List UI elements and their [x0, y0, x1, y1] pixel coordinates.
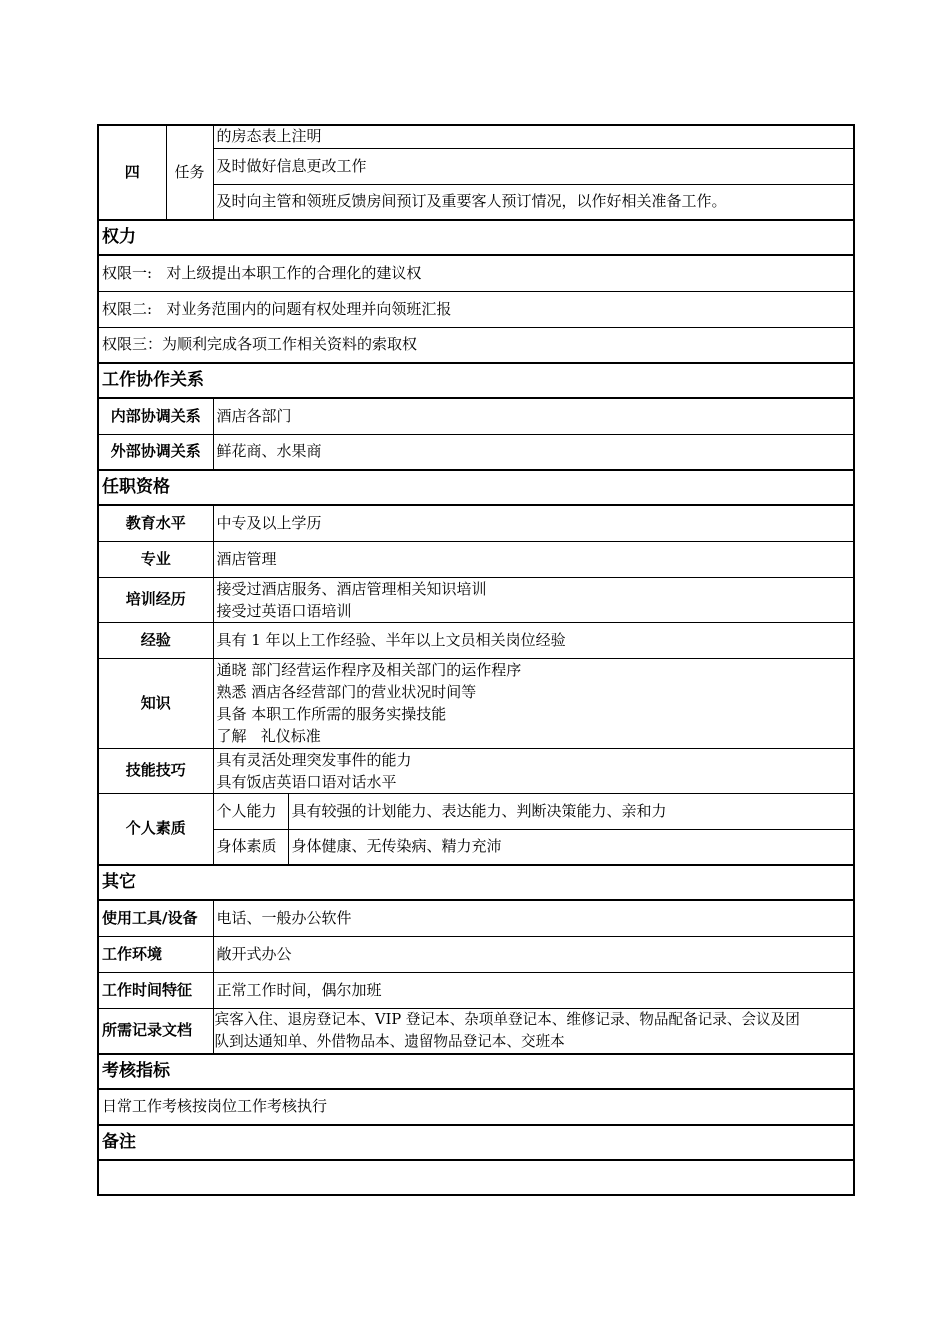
job-description-page	[97, 124, 853, 1196]
remarks-title: 备注	[98, 1125, 854, 1160]
records-value	[213, 1008, 854, 1054]
remarks-value	[98, 1160, 854, 1195]
authority-row	[98, 255, 854, 291]
physical-quality-value: 身体健康、无传染病、精力充沛	[288, 829, 854, 865]
physical-quality-label: 身体素质	[213, 829, 288, 865]
cooperation-title: 工作协作关系	[98, 363, 854, 398]
training-label: 培训经历	[98, 577, 213, 622]
qualification-header-row	[98, 470, 854, 505]
authority-item: 权限三：为顺利完成各项工作相关资料的索取权	[98, 327, 854, 363]
personal-ability-value: 具有较强的计划能力、表达能力、判断决策能力、亲和力	[288, 793, 854, 829]
authority-item: 权限二: 对业务范围内的问题有权处理并向领班汇报	[98, 291, 854, 327]
remarks-header-row	[98, 1125, 854, 1160]
task-item: 及时做好信息更改工作	[213, 148, 854, 184]
knowledge-row	[98, 658, 854, 748]
training-line: 接受过英语口语培训	[216, 601, 352, 620]
personal-quality-label: 个人素质	[98, 793, 213, 865]
cooperation-header-row	[98, 363, 854, 398]
external-coordination-label: 外部协调关系	[98, 434, 213, 470]
authority-title: 权力	[98, 220, 854, 255]
assessment-value: 日常工作考核按岗位工作考核执行	[98, 1089, 854, 1125]
skills-label: 技能技巧	[98, 748, 213, 793]
tools-row	[98, 900, 854, 936]
training-line: 接受过酒店服务、酒店管理相关知识培训	[216, 579, 487, 598]
task-section-number: 四	[98, 125, 166, 220]
work-time-value: 正常工作时间，偶尔加班	[213, 972, 854, 1008]
task-label: 任务	[166, 125, 213, 220]
major-label: 专业	[98, 541, 213, 577]
knowledge-line: 熟悉 酒店各经营部门的营业状况时间等	[216, 683, 477, 701]
authority-row	[98, 291, 854, 327]
task-row	[98, 125, 854, 148]
experience-value: 具有 1 年以上工作经验、半年以上文员相关岗位经验	[213, 622, 854, 658]
records-row	[98, 1008, 854, 1054]
experience-row	[98, 622, 854, 658]
authority-header-row	[98, 220, 854, 255]
environment-row	[98, 936, 854, 972]
education-label: 教育水平	[98, 505, 213, 541]
major-value: 酒店管理	[213, 541, 854, 577]
task-item: 的房态表上注明	[213, 125, 854, 148]
work-time-label: 工作时间特征	[98, 972, 213, 1008]
assessment-row	[98, 1089, 854, 1125]
experience-label: 经验	[98, 622, 213, 658]
skills-line: 具有灵活处理突发事件的能力	[216, 750, 412, 769]
cooperation-row	[98, 398, 854, 434]
authority-row	[98, 327, 854, 363]
cooperation-row	[98, 434, 854, 470]
internal-coordination-label: 内部协调关系	[98, 398, 213, 434]
skills-row	[98, 748, 854, 793]
skills-value	[213, 748, 854, 793]
other-header-row	[98, 865, 854, 900]
personal-ability-row	[98, 793, 854, 829]
remarks-row	[98, 1160, 854, 1195]
education-value: 中专及以上学历	[213, 505, 854, 541]
major-row	[98, 541, 854, 577]
authority-item: 权限一: 对上级提出本职工作的合理化的建议权	[98, 255, 854, 291]
knowledge-line: 通晓 部门经营运作程序及相关部门的运作程序	[216, 661, 522, 679]
training-row	[98, 577, 854, 622]
personal-ability-label: 个人能力	[213, 793, 288, 829]
internal-coordination-value: 酒店各部门	[213, 398, 854, 434]
qualification-title: 任职资格	[98, 470, 854, 505]
external-coordination-value: 鲜花商、水果商	[213, 434, 854, 470]
knowledge-line: 具备 本职工作所需的服务实操技能	[216, 705, 447, 723]
other-title: 其它	[98, 865, 854, 900]
knowledge-label: 知识	[98, 658, 213, 748]
training-value	[213, 577, 854, 622]
records-line: 宾客入住、退房登记本、VIP 登记本、杂项单登记本、维修记录、物品配备记录、会议及团	[214, 1010, 800, 1028]
assessment-header-row	[98, 1054, 854, 1089]
records-line: 队到达通知单、外借物品本、遗留物品登记本、交班本	[214, 1032, 565, 1050]
tools-label: 使用工具/设备	[98, 900, 213, 936]
environment-label: 工作环境	[98, 936, 213, 972]
tools-value: 电话、一般办公软件	[213, 900, 854, 936]
task-item: 及时向主管和领班反馈房间预订及重要客人预订情况，以作好相关准备工作。	[213, 184, 854, 220]
records-label: 所需记录文档	[98, 1008, 213, 1054]
job-description-table	[97, 124, 855, 1196]
assessment-title: 考核指标	[98, 1054, 854, 1089]
knowledge-line: 了解 礼仪标准	[216, 727, 321, 745]
skills-line: 具有饭店英语口语对话水平	[216, 772, 397, 791]
education-row	[98, 505, 854, 541]
knowledge-value	[213, 658, 854, 748]
work-time-row	[98, 972, 854, 1008]
environment-value: 敞开式办公	[213, 936, 854, 972]
